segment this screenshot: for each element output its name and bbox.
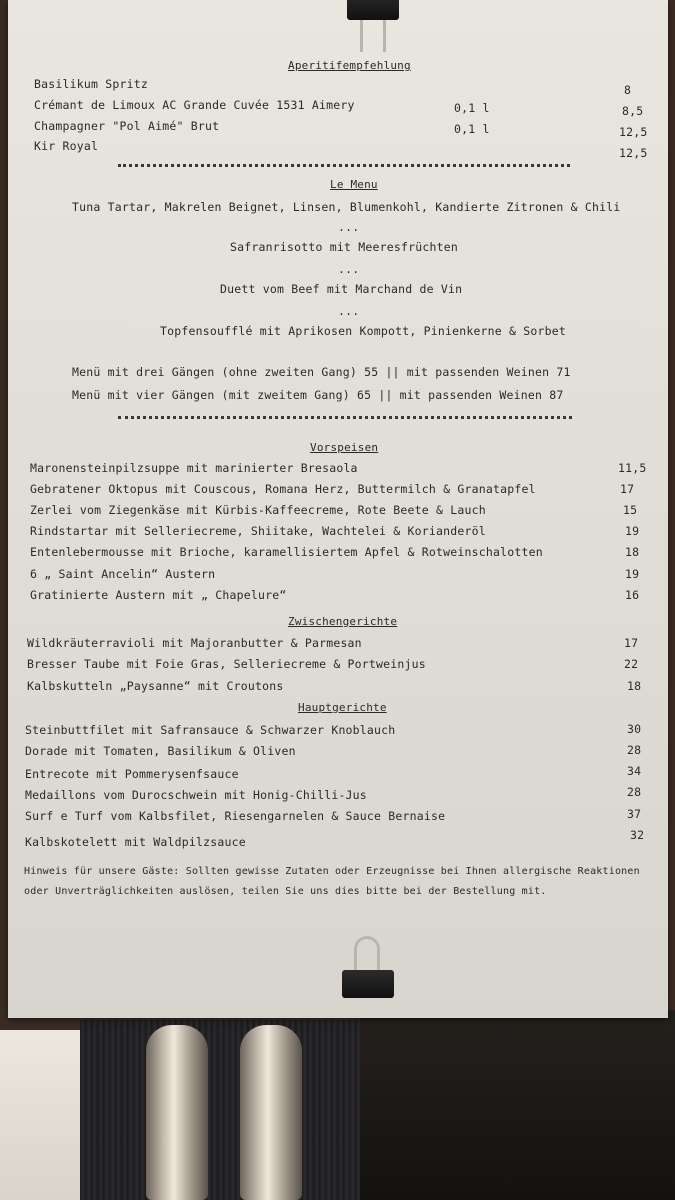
menu-course: Duett vom Beef mit Marchand de Vin bbox=[220, 282, 463, 296]
dotted-divider bbox=[118, 164, 570, 167]
zwischengericht-price: 22 bbox=[624, 657, 639, 671]
vorspeise-price: 15 bbox=[623, 503, 638, 517]
knife-handle-right bbox=[240, 1025, 302, 1200]
hauptgericht-price: 30 bbox=[627, 722, 642, 736]
menu-option: Menü mit vier Gängen (mit zweitem Gang) 65 || mit passenden Weinen 87 bbox=[72, 388, 564, 402]
hauptgericht-price: 28 bbox=[627, 785, 642, 799]
menu-course: Tuna Tartar, Makrelen Beignet, Linsen, Blumenkohl, Kandierte Zitronen & Chili bbox=[72, 200, 621, 214]
menu-heading: Le Menu bbox=[330, 178, 378, 191]
zwischengericht-price: 18 bbox=[627, 679, 642, 693]
hauptgericht-name: Medaillons vom Durocschwein mit Honig-Chilli-Jus bbox=[25, 788, 367, 802]
aperitif-item-name: Kir Royal bbox=[34, 139, 99, 153]
zwischengerichte-heading: Zwischengerichte bbox=[288, 615, 398, 628]
vorspeise-price: 18 bbox=[625, 545, 640, 559]
hauptgericht-name: Steinbuttfilet mit Safransauce & Schwarzer Knoblauch bbox=[25, 723, 396, 737]
aperitif-item-price: 8,5 bbox=[622, 104, 644, 118]
aperitif-item-price: 12,5 bbox=[619, 125, 648, 139]
vorspeise-price: 16 bbox=[625, 588, 640, 602]
table-shadow bbox=[360, 1010, 675, 1200]
course-separator: ... bbox=[338, 262, 360, 276]
vorspeise-price: 11,5 bbox=[618, 461, 647, 475]
menu-option: Menü mit drei Gängen (ohne zweiten Gang) 55 || mit passenden Weinen 71 bbox=[72, 365, 571, 379]
vorspeise-name: Gratinierte Austern mit „ Chapelure“ bbox=[30, 588, 287, 602]
placemat bbox=[80, 1020, 380, 1200]
bottom-binder-clip bbox=[342, 970, 394, 998]
vorspeise-price: 19 bbox=[625, 524, 640, 538]
vorspeise-name: Rindstartar mit Selleriecreme, Shiitake, Wachtelei & Korianderöl bbox=[30, 524, 486, 538]
aperitif-item-price: 12,5 bbox=[619, 146, 648, 160]
aperitif-item-price: 8 bbox=[624, 83, 632, 97]
vorspeise-name: Zerlei vom Ziegenkäse mit Kürbis-Kaffeecreme, Rote Beete & Lauch bbox=[30, 503, 486, 517]
zwischengericht-name: Wildkräuterravioli mit Majoranbutter & Parmesan bbox=[27, 636, 362, 650]
hauptgerichte-heading: Hauptgerichte bbox=[298, 701, 387, 714]
aperitif-item-size: 0,1 l bbox=[454, 122, 490, 136]
vorspeisen-heading: Vorspeisen bbox=[310, 441, 379, 454]
zwischengericht-name: Kalbskutteln „Paysanne“ mit Croutons bbox=[27, 679, 284, 693]
aperitif-heading: Aperitifempfehlung bbox=[288, 59, 411, 72]
vorspeise-price: 19 bbox=[625, 567, 640, 581]
allergy-note-line2: oder Unverträglichkeiten auslösen, teilen Sie uns dies bitte bei der Bestellung mit. bbox=[24, 886, 547, 897]
hauptgericht-price: 32 bbox=[630, 828, 645, 842]
hauptgericht-name: Entrecote mit Pommerysenfsauce bbox=[25, 767, 239, 781]
menu-course: Topfensoufflé mit Aprikosen Kompott, Pinienkerne & Sorbet bbox=[160, 324, 567, 338]
menu-course: Safranrisotto mit Meeresfrüchten bbox=[230, 240, 458, 254]
vorspeise-name: Gebratener Oktopus mit Couscous, Romana Herz, Buttermilch & Granatapfel bbox=[30, 482, 536, 496]
knife-handle-left bbox=[146, 1025, 208, 1200]
hauptgericht-price: 37 bbox=[627, 807, 642, 821]
course-separator: ... bbox=[338, 220, 360, 234]
zwischengericht-name: Bresser Taube mit Foie Gras, Selleriecreme & Portweinjus bbox=[27, 657, 426, 671]
allergy-note-line1: Hinweis für unsere Gäste: Sollten gewisse Zutaten oder Erzeugnisse bei Ihnen allergische Reaktionen bbox=[24, 866, 640, 877]
vorspeise-name: 6 „ Saint Ancelin“ Austern bbox=[30, 567, 216, 581]
aperitif-item-name: Basilikum Spritz bbox=[34, 77, 148, 91]
hauptgericht-name: Dorade mit Tomaten, Basilikum & Oliven bbox=[25, 744, 296, 758]
vorspeise-price: 17 bbox=[620, 482, 635, 496]
aperitif-item-name: Crémant de Limoux AC Grande Cuvée 1531 Aimery bbox=[34, 98, 355, 112]
hauptgericht-name: Kalbskotelett mit Waldpilzsauce bbox=[25, 835, 246, 849]
dotted-divider bbox=[118, 416, 572, 419]
aperitif-item-size: 0,1 l bbox=[454, 101, 490, 115]
top-binder-clip bbox=[347, 0, 399, 20]
course-separator: ... bbox=[338, 304, 360, 318]
hauptgericht-price: 34 bbox=[627, 764, 642, 778]
hauptgericht-name: Surf e Turf vom Kalbsfilet, Riesengarnelen & Sauce Bernaise bbox=[25, 809, 446, 823]
vorspeise-name: Entenlebermousse mit Brioche, karamellisiertem Apfel & Rotweinschalotten bbox=[30, 545, 543, 559]
vorspeise-name: Maronensteinpilzsuppe mit marinierter Bresaola bbox=[30, 461, 358, 475]
hauptgericht-price: 28 bbox=[627, 743, 642, 757]
aperitif-item-name: Champagner "Pol Aimé" Brut bbox=[34, 119, 220, 133]
zwischengericht-price: 17 bbox=[624, 636, 639, 650]
